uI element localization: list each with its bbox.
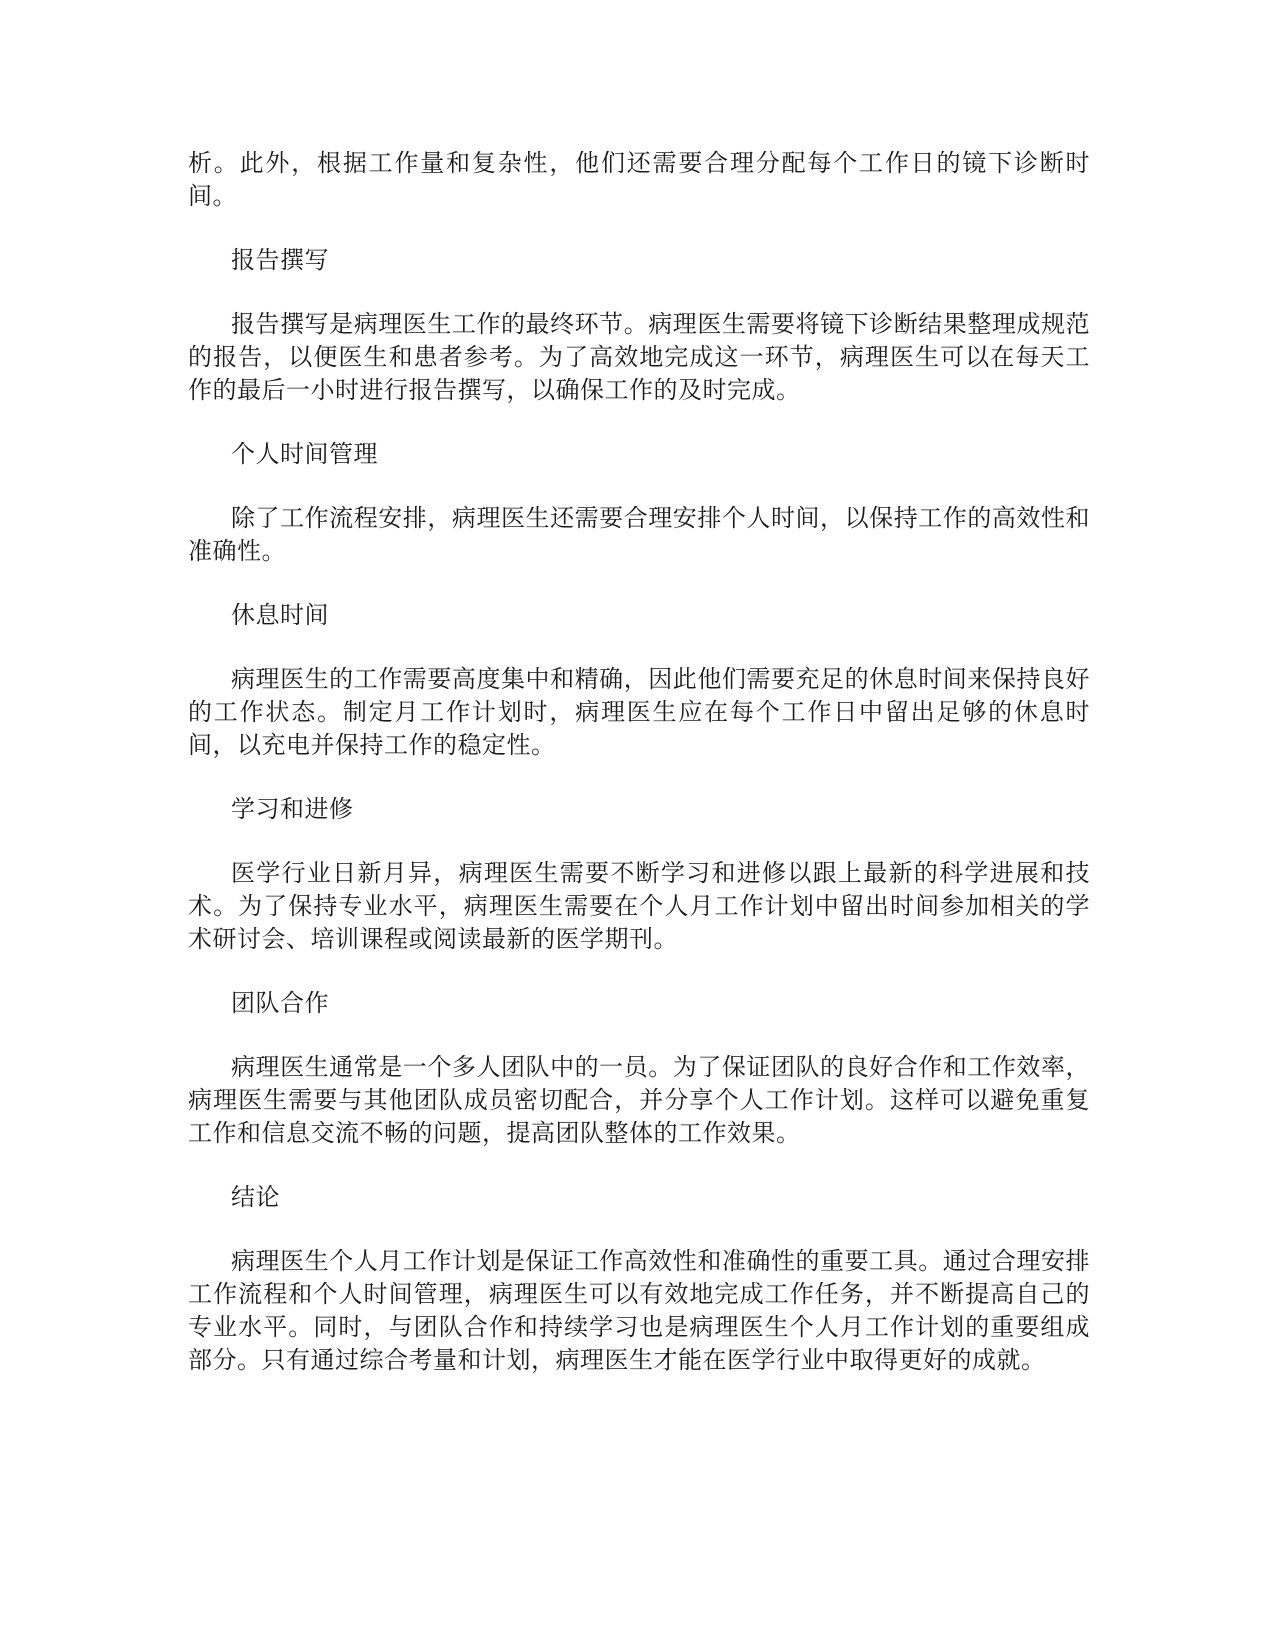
paragraph-rest-time: 病理医生的工作需要高度集中和精确，因此他们需要充足的休息时间来保持良好的工作状态。制定月工作计划时，病理医生应在每个工作日中留出足够的休息时间，以充电并保持工作的稳定性。	[188, 665, 1090, 759]
paragraph-personal-time: 除了工作流程安排，病理医生还需要合理安排个人时间，以保持工作的高效性和准确性。	[188, 504, 1090, 565]
document-body	[188, 147, 1090, 1408]
section-heading-teamwork: 团队合作	[231, 989, 329, 1017]
section-heading-report-writing: 报告撰写	[231, 246, 329, 274]
paragraph-conclusion: 病理医生个人月工作计划是保证工作高效性和准确性的重要工具。通过合理安排工作流程和个人时间管理，病理医生可以有效地完成工作任务，并不断提高自己的专业水平。同时，与团队合作和持续学习也是病理医生个人月工作计划的重要组成部分。只有通过综合考量和计划，病理医生才能在医学行业中取得更好的成就。	[188, 1247, 1090, 1374]
section-heading-conclusion: 结论	[231, 1183, 280, 1211]
section-heading-personal-time: 个人时间管理	[231, 440, 378, 468]
section-heading-rest-time: 休息时间	[231, 601, 329, 629]
paragraph-teamwork: 病理医生通常是一个多人团队中的一员。为了保证团队的良好合作和工作效率，病理医生需要与其他团队成员密切配合，并分享个人工作计划。这样可以避免重复工作和信息交流不畅的问题，提高团队整体的工作效果。	[188, 1053, 1090, 1147]
paragraph-continued: 析。此外，根据工作量和复杂性，他们还需要合理分配每个工作日的镜下诊断时间。	[188, 149, 1090, 210]
paragraph-report-writing: 报告撰写是病理医生工作的最终环节。病理医生需要将镜下诊断结果整理成规范的报告，以便医生和患者参考。为了高效地完成这一环节，病理医生可以在每天工作的最后一小时进行报告撰写，以确保工作的及时完成。	[188, 310, 1090, 404]
section-heading-learning: 学习和进修	[231, 795, 354, 823]
paragraph-learning: 医学行业日新月异，病理医生需要不断学习和进修以跟上最新的科学进展和技术。为了保持专业水平，病理医生需要在个人月工作计划中留出时间参加相关的学术研讨会、培训课程或阅读最新的医学期刊。	[188, 859, 1090, 953]
